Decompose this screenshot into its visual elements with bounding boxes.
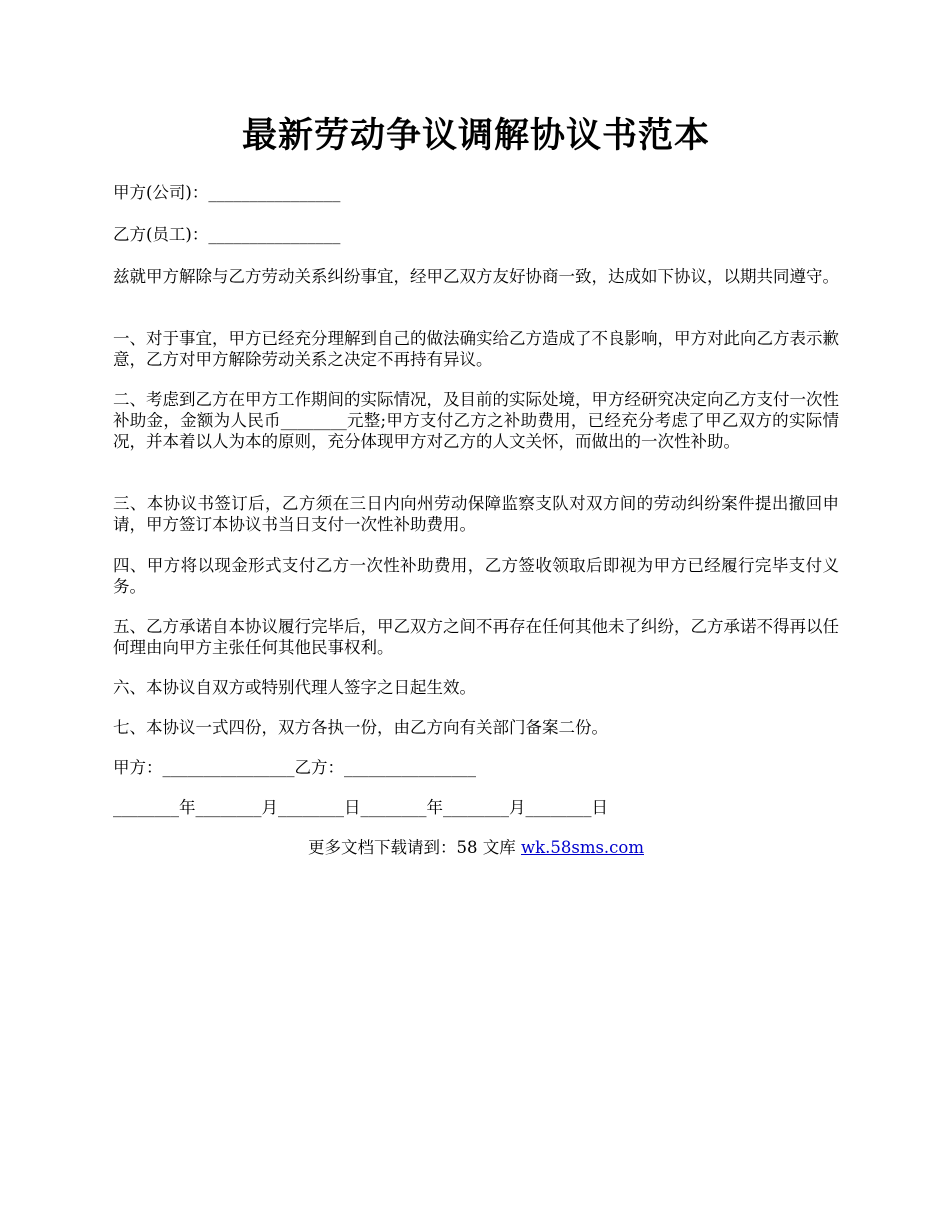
footer (113, 837, 839, 858)
clause-1: 一、对于事宜，甲方已经充分理解到自己的做法确实给乙方造成了不良影响，甲方对此向乙方表示歉意，乙方对甲方解除劳动关系之决定不再持有异议。 (113, 329, 839, 369)
intro-paragraph: 兹就甲方解除与乙方劳动关系纠纷事宜，经甲乙双方友好协商一致，达成如下协议，以期共同遵守。 (113, 267, 839, 286)
footer-link[interactable]: wk.58sms.com (520, 838, 644, 857)
party-a-line: 甲方(公司)：________________ (113, 183, 341, 202)
footer-text: 更多文档下载请到：58 文库 (307, 838, 521, 857)
clause-3: 三、本协议书签订后，乙方须在三日内向州劳动保障监察支队对双方间的劳动纠纷案件提出撤回申请，甲方签订本协议书当日支付一次性补助费用。 (113, 494, 839, 534)
date-line: ________年________月________日________年________月________日 (113, 798, 608, 817)
clause-2: 二、考虑到乙方在甲方工作期间的实际情况，及目前的实际处境，甲方经研究决定向乙方支付一次性补助金，金额为人民币________元整;甲方支付乙方之补助费用，已经充分考虑了甲乙双方的实际情况，并本着以人为本的原则，充分体现甲方对乙方的人文关怀，而做出的一次性补助。 (113, 390, 839, 451)
clause-4: 四、甲方将以现金形式支付乙方一次性补助费用，乙方签收领取后即视为甲方已经履行完毕支付义务。 (113, 556, 839, 596)
signature-line: 甲方：________________乙方：________________ (113, 758, 476, 777)
clause-6: 六、本协议自双方或特别代理人签字之日起生效。 (113, 678, 476, 697)
party-b-line: 乙方(员工)：________________ (113, 225, 341, 244)
clause-5: 五、乙方承诺自本协议履行完毕后，甲乙双方之间不再存在任何其他未了纠纷，乙方承诺不得再以任何理由向甲方主张任何其他民事权利。 (113, 617, 839, 657)
clause-7: 七、本协议一式四份，双方各执一份，由乙方向有关部门备案二份。 (113, 718, 608, 737)
document-title: 最新劳动争议调解协议书范本 (241, 115, 710, 156)
